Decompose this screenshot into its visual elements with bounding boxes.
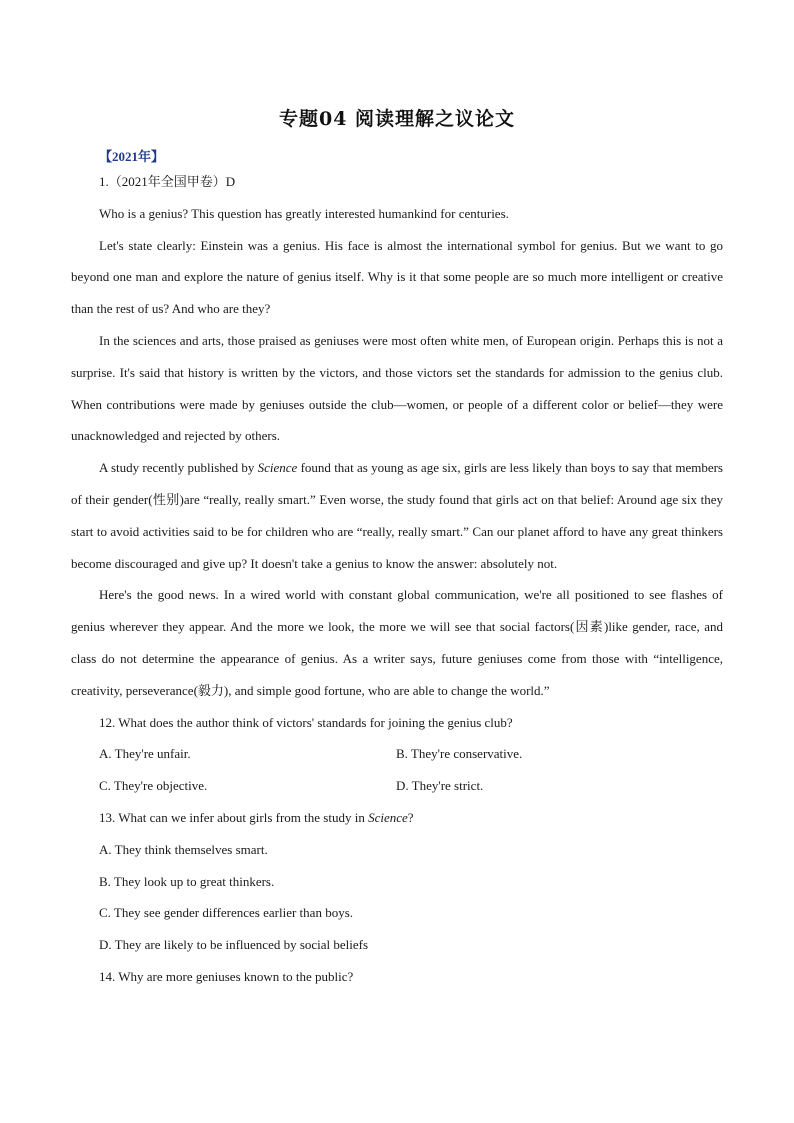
document-body <box>71 166 723 993</box>
question-12-options-row-1 <box>71 738 723 770</box>
question-13-stem-lead: 13. What can we infer about girls from the study in <box>99 809 369 825</box>
paragraph-2: Let's state clearly: Einstein was a genius. His face is almost the international symbol for genius. But we want to go beyond one man and explore the nature of genius itself. Why is it that some people are so much more intelligent or creative than the rest of us? And who are they? <box>71 237 723 317</box>
paragraph-3: In the sciences and arts, those praised as geniuses were most often white men, of European origin. Perhaps this is not a surprise. It's said that history is written by the victors, and those victors set the standards for admission to the genius club. When contributions were made by geniuses outside the club—women, or people of a different color or belief—they were unacknowledged and rejected by others. <box>71 332 723 444</box>
question-13-journal-name: Science <box>368 809 408 825</box>
paragraph-4-rest: found that as young as age six, girls are less likely than boys to say that members of their gender(性别)are “really, really smart.” Even worse, the study found that girls act on that belief: Around age six they start to avoid activities said to be for children who are “really, really smart.” Can our planet afford to have any great thinkers become discouraged and give up? It doesn't take a genius to know the answer: absolutely not. <box>71 460 723 571</box>
question-13-option-d: D. They are likely to be influenced by social beliefs <box>99 937 369 953</box>
paragraph-1: Who is a genius? This question has greatly interested humankind for centuries. <box>99 205 509 221</box>
question-12-options-row-2 <box>71 770 723 802</box>
question-12-option-c: C. They're objective. <box>99 778 208 794</box>
question-12-option-d: D. They're strict. <box>396 778 484 794</box>
page-title: 专题04 阅读理解之议论文 <box>278 108 516 130</box>
paragraph-5: Here's the good news. In a wired world with constant global communication, we're all positioned to see flashes of genius wherever they appear. And the more we look, the more we will see that social factors(因素)like gender, race, and class do not determine the appearance of genius. As a writer says, future geniuses come from those with “intelligence, creativity, perseverance(毅力), and simple good fortune, who are able to change the world.” <box>71 587 723 698</box>
year-tag: 【2021年】 <box>99 149 165 164</box>
question-13-stem <box>71 802 723 834</box>
question-13-option-a: A. They think themselves smart. <box>99 841 268 857</box>
question-14-stem: 14. Why are more geniuses known to the public? <box>99 968 354 984</box>
question-13-option-c: C. They see gender differences earlier than boys. <box>99 905 354 921</box>
question-header: 1.（2021年全国甲卷）D <box>99 174 236 189</box>
question-12-stem: 12. What does the author think of victors' standards for joining the genius club? <box>99 714 513 730</box>
question-12-option-a: A. They're unfair. <box>99 746 191 762</box>
question-12-option-b: B. They're conservative. <box>396 746 523 762</box>
question-13-option-b: B. They look up to great thinkers. <box>99 873 275 889</box>
question-13-stem-end: ? <box>407 809 414 825</box>
journal-name: Science <box>257 460 298 476</box>
paragraph-4-lead: A study recently published by <box>99 460 258 476</box>
paragraph-4 <box>71 452 723 579</box>
